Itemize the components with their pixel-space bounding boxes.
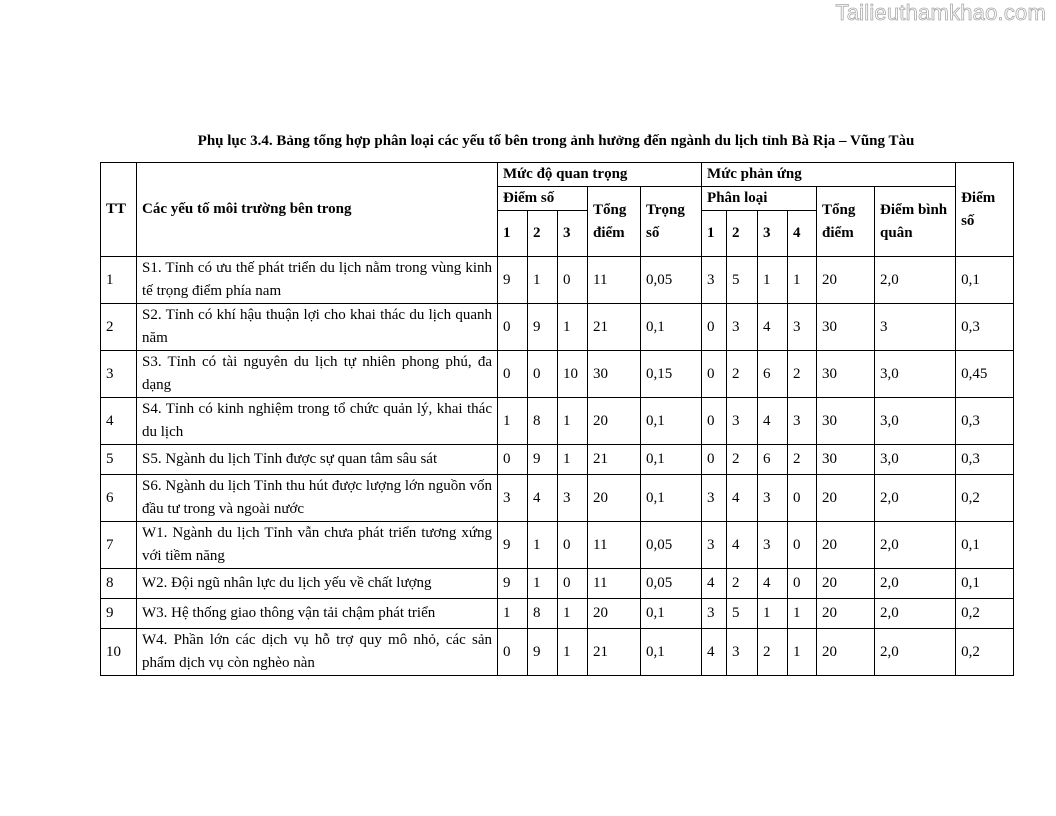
cell-s3: 1 (558, 304, 588, 351)
cell-c3: 1 (758, 599, 788, 629)
cell-c1: 0 (702, 304, 727, 351)
cell-c4: 1 (788, 599, 817, 629)
cell-c3: 3 (758, 475, 788, 522)
cell-c1: 4 (702, 629, 727, 676)
table-row (101, 629, 1014, 676)
cell-weight: 0,05 (641, 569, 702, 599)
cell-s2: 8 (528, 599, 558, 629)
cell-score: 0,1 (956, 569, 1014, 599)
cell-total: 21 (588, 304, 641, 351)
table-row (101, 257, 1014, 304)
cell-weight: 0,1 (641, 398, 702, 445)
cell-c1: 3 (702, 475, 727, 522)
cell-s3: 0 (558, 522, 588, 569)
cell-s3: 1 (558, 445, 588, 475)
header-c4: 4 (788, 211, 817, 257)
cell-avg: 2,0 (875, 475, 956, 522)
cell-s2: 1 (528, 569, 558, 599)
header-response-group: Mức phản ứng (702, 163, 956, 187)
cell-total: 21 (588, 445, 641, 475)
cell-weight: 0,15 (641, 351, 702, 398)
cell-factor: S1. Tỉnh có ưu thế phát triển du lịch nằm trong vùng kinh tế trọng điểm phía nam (137, 257, 498, 304)
header-row-1 (101, 163, 1014, 187)
cell-avg: 2,0 (875, 522, 956, 569)
table-row (101, 522, 1014, 569)
cell-factor: W1. Ngành du lịch Tỉnh vẫn chưa phát triển tương xứng với tiềm năng (137, 522, 498, 569)
cell-s1: 1 (498, 398, 528, 445)
cell-s2: 0 (528, 351, 558, 398)
cell-c2: 3 (727, 304, 758, 351)
cell-tt: 8 (101, 569, 137, 599)
cell-s1: 9 (498, 522, 528, 569)
header-s2: 2 (528, 211, 558, 257)
cell-s2: 1 (528, 522, 558, 569)
cell-c3: 1 (758, 257, 788, 304)
cell-s2: 9 (528, 629, 558, 676)
cell-s1: 0 (498, 445, 528, 475)
header-avg-score: Điểm bình quân (875, 187, 956, 257)
cell-c4: 0 (788, 522, 817, 569)
cell-c3: 3 (758, 522, 788, 569)
cell-s2: 8 (528, 398, 558, 445)
header-s1: 1 (498, 211, 528, 257)
cell-c1: 4 (702, 569, 727, 599)
cell-tt: 9 (101, 599, 137, 629)
cell-tt: 3 (101, 351, 137, 398)
cell-s1: 3 (498, 475, 528, 522)
cell-score: 0,3 (956, 304, 1014, 351)
cell-tt: 5 (101, 445, 137, 475)
cell-s3: 1 (558, 599, 588, 629)
header-classification-group: Phân loại (702, 187, 817, 211)
cell-c4: 3 (788, 398, 817, 445)
cell-c3: 4 (758, 398, 788, 445)
cell-tt: 1 (101, 257, 137, 304)
cell-s1: 9 (498, 257, 528, 304)
header-importance-group: Mức độ quan trọng (498, 163, 702, 187)
header-factor: Các yếu tố môi trường bên trong (137, 163, 498, 257)
cell-c2: 5 (727, 599, 758, 629)
header-total-score-2: Tổng điểm (817, 187, 875, 257)
cell-total2: 20 (817, 475, 875, 522)
cell-c4: 1 (788, 257, 817, 304)
cell-total: 20 (588, 398, 641, 445)
cell-weight: 0,1 (641, 445, 702, 475)
cell-c3: 4 (758, 304, 788, 351)
cell-tt: 4 (101, 398, 137, 445)
cell-total2: 30 (817, 351, 875, 398)
cell-factor: W3. Hệ thống giao thông vận tải chậm phát triển (137, 599, 498, 629)
cell-c4: 0 (788, 569, 817, 599)
cell-s1: 0 (498, 351, 528, 398)
cell-weight: 0,1 (641, 629, 702, 676)
cell-s1: 9 (498, 569, 528, 599)
cell-s2: 9 (528, 304, 558, 351)
cell-weight: 0,05 (641, 522, 702, 569)
header-c2: 2 (727, 211, 758, 257)
cell-total2: 20 (817, 522, 875, 569)
cell-s1: 0 (498, 629, 528, 676)
cell-c1: 3 (702, 522, 727, 569)
cell-tt: 6 (101, 475, 137, 522)
cell-total: 11 (588, 257, 641, 304)
cell-c2: 2 (727, 569, 758, 599)
cell-total2: 20 (817, 629, 875, 676)
cell-total: 11 (588, 569, 641, 599)
cell-s3: 10 (558, 351, 588, 398)
cell-total2: 30 (817, 445, 875, 475)
cell-s1: 0 (498, 304, 528, 351)
cell-s3: 0 (558, 257, 588, 304)
cell-total: 11 (588, 522, 641, 569)
cell-total: 30 (588, 351, 641, 398)
cell-total2: 30 (817, 304, 875, 351)
cell-total2: 20 (817, 257, 875, 304)
cell-total2: 20 (817, 569, 875, 599)
cell-avg: 3,0 (875, 351, 956, 398)
cell-c2: 4 (727, 522, 758, 569)
cell-total2: 30 (817, 398, 875, 445)
cell-weight: 0,05 (641, 257, 702, 304)
cell-s1: 1 (498, 599, 528, 629)
cell-total2: 20 (817, 599, 875, 629)
cell-avg: 3 (875, 304, 956, 351)
cell-c2: 4 (727, 475, 758, 522)
cell-score: 0,3 (956, 445, 1014, 475)
cell-factor: S3. Tỉnh có tài nguyên du lịch tự nhiên phong phú, đa dạng (137, 351, 498, 398)
header-weight: Trọng số (641, 187, 702, 257)
cell-c2: 3 (727, 629, 758, 676)
table-row (101, 445, 1014, 475)
cell-c2: 5 (727, 257, 758, 304)
cell-c1: 0 (702, 445, 727, 475)
cell-tt: 2 (101, 304, 137, 351)
cell-c4: 2 (788, 351, 817, 398)
cell-avg: 3,0 (875, 398, 956, 445)
cell-avg: 3,0 (875, 445, 956, 475)
cell-avg: 2,0 (875, 629, 956, 676)
cell-c3: 6 (758, 445, 788, 475)
cell-total: 21 (588, 629, 641, 676)
cell-c1: 0 (702, 398, 727, 445)
cell-avg: 2,0 (875, 569, 956, 599)
cell-score: 0,3 (956, 398, 1014, 445)
table-row (101, 398, 1014, 445)
watermark-logo: Tailieuthamkhao.com (835, 0, 1046, 25)
cell-c1: 0 (702, 351, 727, 398)
cell-total: 20 (588, 599, 641, 629)
cell-total: 20 (588, 475, 641, 522)
cell-tt: 10 (101, 629, 137, 676)
cell-avg: 2,0 (875, 257, 956, 304)
cell-s2: 4 (528, 475, 558, 522)
header-score-group: Điểm số (498, 187, 588, 211)
cell-s3: 3 (558, 475, 588, 522)
header-total-score: Tổng điểm (588, 187, 641, 257)
cell-factor: S4. Tỉnh có kinh nghiệm trong tổ chức quản lý, khai thác du lịch (137, 398, 498, 445)
header-tt: TT (101, 163, 137, 257)
cell-c4: 0 (788, 475, 817, 522)
cell-c3: 2 (758, 629, 788, 676)
cell-c2: 2 (727, 445, 758, 475)
cell-factor: S5. Ngành du lịch Tỉnh được sự quan tâm sâu sát (137, 445, 498, 475)
cell-score: 0,1 (956, 257, 1014, 304)
cell-avg: 2,0 (875, 599, 956, 629)
cell-score: 0,1 (956, 522, 1014, 569)
cell-c1: 3 (702, 599, 727, 629)
cell-s3: 1 (558, 629, 588, 676)
cell-factor: S2. Tỉnh có khí hậu thuận lợi cho khai thác du lịch quanh năm (137, 304, 498, 351)
cell-tt: 7 (101, 522, 137, 569)
table-row (101, 569, 1014, 599)
header-s3: 3 (558, 211, 588, 257)
cell-factor: W4. Phần lớn các dịch vụ hỗ trợ quy mô nhỏ, các sản phẩm dịch vụ còn nghèo nàn (137, 629, 498, 676)
cell-weight: 0,1 (641, 475, 702, 522)
cell-c2: 2 (727, 351, 758, 398)
table-row (101, 475, 1014, 522)
header-c3: 3 (758, 211, 788, 257)
cell-s2: 1 (528, 257, 558, 304)
cell-weight: 0,1 (641, 304, 702, 351)
cell-c4: 2 (788, 445, 817, 475)
table-row (101, 304, 1014, 351)
cell-score: 0,2 (956, 629, 1014, 676)
cell-s3: 1 (558, 398, 588, 445)
cell-weight: 0,1 (641, 599, 702, 629)
cell-c3: 4 (758, 569, 788, 599)
cell-c4: 3 (788, 304, 817, 351)
table-caption: Phụ lục 3.4. Bảng tổng hợp phân loại các yếu tố bên trong ảnh hưởng đến ngành du lịch tỉnh Bà Rịa – Vũng Tàu (197, 133, 915, 149)
table-row (101, 599, 1014, 629)
cell-score: 0,45 (956, 351, 1014, 398)
cell-score: 0,2 (956, 599, 1014, 629)
factor-table (100, 162, 1014, 676)
cell-score: 0,2 (956, 475, 1014, 522)
cell-factor: W2. Đội ngũ nhân lực du lịch yếu về chất lượng (137, 569, 498, 599)
header-c1: 1 (702, 211, 727, 257)
table-row (101, 351, 1014, 398)
cell-factor: S6. Ngành du lịch Tỉnh thu hút được lượng lớn nguồn vốn đầu tư trong và ngoài nước (137, 475, 498, 522)
cell-s2: 9 (528, 445, 558, 475)
cell-c2: 3 (727, 398, 758, 445)
header-final-score: Điểm số (956, 163, 1014, 257)
cell-s3: 0 (558, 569, 588, 599)
cell-c4: 1 (788, 629, 817, 676)
cell-c1: 3 (702, 257, 727, 304)
cell-c3: 6 (758, 351, 788, 398)
